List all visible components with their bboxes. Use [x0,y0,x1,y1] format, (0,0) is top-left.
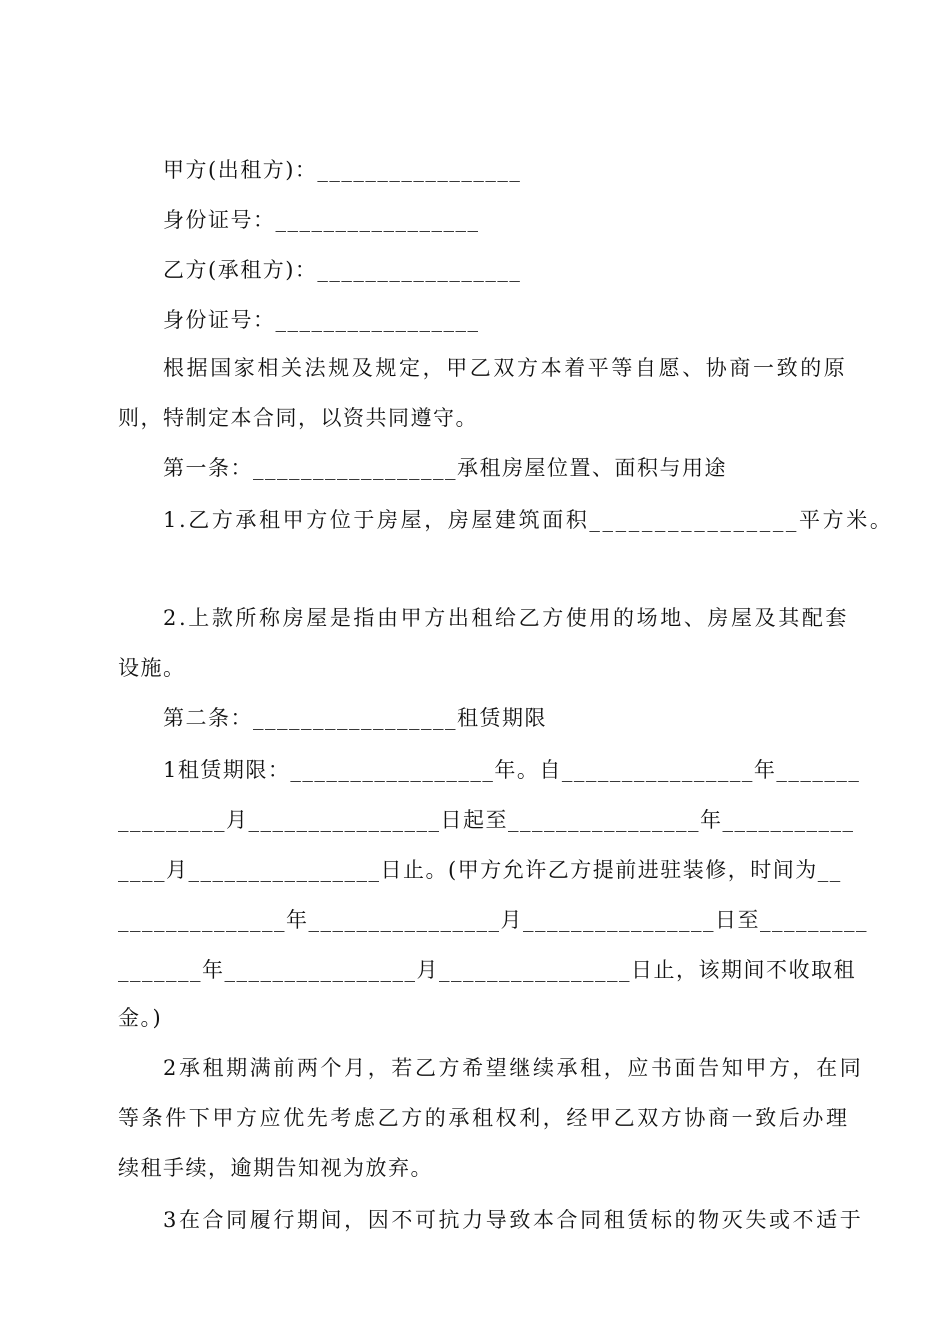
article-2-clause-1-line-3: ____月________________日止。(甲方允许乙方提前进驻装修，时间为__ [118,858,842,882]
article-2-clause-1-line-2: _________月________________日起至________________年___________ [118,808,855,832]
intro-paragraph-line-2: 则，特制定本合同，以资共同遵守。 [118,406,478,430]
article-2-clause-2-line-3: 续租手续，逾期告知视为放弃。 [118,1156,433,1180]
article-2-clause-2-line-2: 等条件下甲方应优先考虑乙方的承租权利，经甲乙双方协商一致后办理 [118,1106,850,1130]
article-2-clause-1-line-1: 1租赁期限：_________________年。自________________年_______ [163,758,861,782]
article-1-title: 第一条：_________________承租房屋位置、面积与用途 [163,456,727,480]
article-2-clause-1-line-5: _______年________________月________________日止，该期间不收取租 [118,958,856,982]
intro-paragraph-line-1: 根据国家相关法规及规定，甲乙双方本着平等自愿、协商一致的原 [163,356,848,380]
article-2-clause-1-line-4: ______________年________________月________________日至_________ [118,908,868,932]
party-b-line: 乙方(承租方)：_________________ [163,258,522,282]
id-b-line: 身份证号：_________________ [163,308,480,332]
article-2-clause-3-line-1: 3在合同履行期间，因不可抗力导致本合同租赁标的物灭失或不适于 [163,1208,864,1232]
article-2-clause-1-line-6: 金。) [118,1006,163,1030]
article-1-clause-2-line-2: 设施。 [118,656,186,680]
article-2-title: 第二条：_________________租赁期限 [163,706,547,730]
id-a-line: 身份证号：_________________ [163,208,480,232]
article-1-clause-1: 1.乙方承租甲方位于房屋，房屋建筑面积________________平方米。 [163,508,894,532]
article-1-clause-2-line-1: 2.上款所称房屋是指由甲方出租给乙方使用的场地、房屋及其配套 [163,606,850,630]
article-2-clause-2-line-1: 2承租期满前两个月，若乙方希望继续承租，应书面告知甲方，在同 [163,1056,864,1080]
party-a-line: 甲方(出租方)：_________________ [163,158,522,182]
